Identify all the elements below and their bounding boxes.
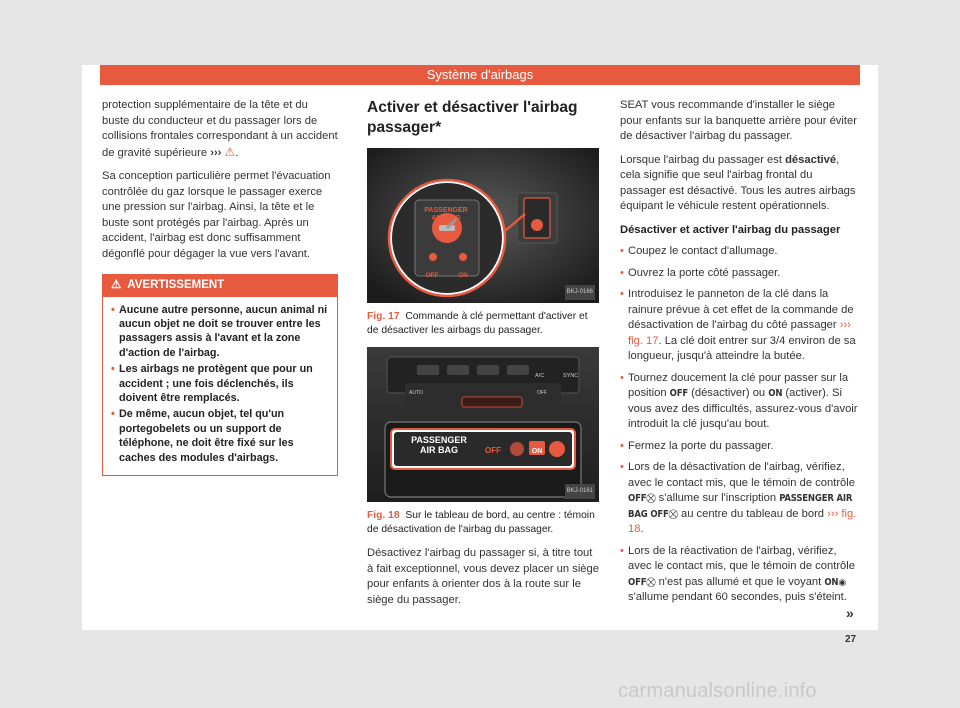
chapter-header: Système d'airbags [100, 65, 860, 85]
figure-18 [367, 347, 599, 502]
figure-18-link[interactable]: ››› fig. 18 [628, 507, 857, 535]
figure-17 [367, 148, 599, 303]
page-number: 27 [845, 634, 857, 645]
column-middle [367, 98, 599, 616]
paragraph-deactivated-meaning: Lorsque l'airbag du passager est désactivé, cela signifie que seul l'airbag frontal du passager est désactivé. Tous les autres airbags équipant le véhicule restent opérationnels. [620, 153, 856, 212]
warning-item: • Aucune autre personne, aucun animal ni aucun objet ne doit se trouver entre les passagers assis à l'avant et la zone d'action de l'airbag. [111, 303, 328, 359]
warning-triangle-icon: ⚠ [111, 279, 122, 291]
paragraph-design: Sa conception particulière permet l'évacuation contrôlée du gaz lorsque le passager exerce une pression sur l'airbag. Ainsi, la tête et le buste sont protégés par l'airbag. Après un accident, l'airbag est donc suffisamment dégonflé pour dégager la vue vers l'avant. [102, 170, 331, 260]
figure-17-caption: Fig. 17 Commande à clé permettant d'activer et de désactiver les airbags du passager. [367, 311, 588, 336]
reference-arrow[interactable]: ››› [210, 146, 222, 159]
continue-arrow-icon: » [846, 605, 854, 621]
list-item: • Coupez le contact d'allumage. [620, 245, 778, 257]
off-symbol: OFF [628, 493, 647, 504]
subheading: Désactiver et activer l'airbag du passager [620, 223, 841, 236]
hvac-auto-label: AUTO [409, 390, 423, 396]
switch-on-label: ON [458, 272, 468, 279]
warning-body [103, 297, 337, 475]
column-right [620, 98, 860, 612]
paragraph-intro: protection supplémentaire de la tête et du buste du conducteur et du passager lors de collisions frontales correspondant à un accident de gravité supérieure ››› ⚠. [102, 99, 338, 159]
switch-label: PASSENGER AIR BAG [424, 207, 468, 222]
hvac-ac-label: A/C [535, 373, 545, 379]
fig17-illustration [367, 148, 599, 303]
panel-off-indicator: OFF [485, 446, 501, 455]
warning-item: • De même, aucun objet, tel qu'un portegobelets ou un support de téléphone, ne doit être fixé sur les caches des modules d'airbags. [111, 408, 294, 464]
list-item: • Lors de la réactivation de l'airbag, vérifiez, avec le contact mis, que le témoin de contrôle OFF⛒ n'est pas allumé et que le voyant ON◉ s'allume pendant 60 secondes, puis s'éteint. [620, 544, 855, 603]
figure-18-caption: Fig. 18 Sur le tableau de bord, au centre : témoin de désactivation de l'airbag du passager. [367, 510, 595, 535]
paragraph-deactivate: Désactivez l'airbag du passager si, à titre tout à fait exceptionnel, vous devez placer un siège pour enfants à orienter dos à la route sur le siège du passager. [367, 547, 599, 606]
panel-on-indicator: ON [531, 448, 543, 455]
panel-indicator-label: PASSENGER AIR BAG [411, 435, 467, 455]
on-symbol: ON [824, 576, 839, 588]
hvac-sync-label: SYNC [563, 373, 579, 379]
list-item: • Ouvrez la porte côté passager. [620, 266, 781, 279]
warning-item: • Les airbags ne protègent que pour un accident ; une fois déclenchés, ils doivent être remplacés. [111, 363, 313, 404]
warning-box [102, 274, 338, 476]
off-symbol: OFF [628, 576, 647, 588]
off-symbol: OFF [669, 388, 689, 399]
list-item: • Fermez la porte du passager. [620, 439, 774, 452]
hvac-off-label: OFF [537, 390, 547, 396]
airbag-icon: ◉ [838, 576, 847, 587]
list-item: • Introduisez le panneton de la clé dans la rainure prévue à cet effet de la commande de désactivation de l'airbag du côté passager ››› fig. 17. La clé doit entrer sur 3/4 environ de sa longueur, jusqu'à atteindre la butée. [620, 288, 856, 362]
watermark: carmanualsonline.info [618, 680, 817, 702]
column-left [102, 98, 338, 476]
warning-header: ⚠ AVERTISSEMENT [103, 275, 337, 297]
passenger-airbag-off-indicator: PASSENGER AIR BAG OFF [628, 493, 853, 520]
seat-occupant-icon: ⛒ [668, 508, 678, 519]
list-item: • Lors de la désactivation de l'airbag, vérifiez, avec le contact mis, que le témoin de contrôle OFF⛒ s'allume sur l'inscription PASSENGER AIR BAG OFF⛒ au centre du tableau de bord ››› fig. 18. [620, 461, 857, 535]
figure-code: BKJ-0166 [565, 285, 595, 301]
figure-17-link[interactable]: ››› fig. 17 [628, 319, 851, 347]
paragraph-recommendation: SEAT vous recommande d'installer le siège pour enfants sur la banquette arrière pour éviter de désactiver l'airbag du passager. [620, 99, 857, 142]
list-item: • Tournez doucement la clé pour passer sur la position OFF (désactiver) ou ON (activer). Si vous avez des difficultés, assurez-vous d'avoir introduit la clé jusqu'au bout. [620, 371, 858, 430]
seat-occupant-icon: ⛒ [646, 576, 656, 587]
warning-triangle-icon: ⚠ [224, 144, 236, 159]
section-title: Activer et désactiver l'airbag passager* [367, 99, 578, 136]
figure-code: BKJ-0161 [565, 484, 595, 500]
on-symbol: ON [768, 388, 783, 399]
seat-occupant-icon: ⛒ [646, 493, 656, 503]
switch-off-label: OFF [425, 272, 439, 279]
